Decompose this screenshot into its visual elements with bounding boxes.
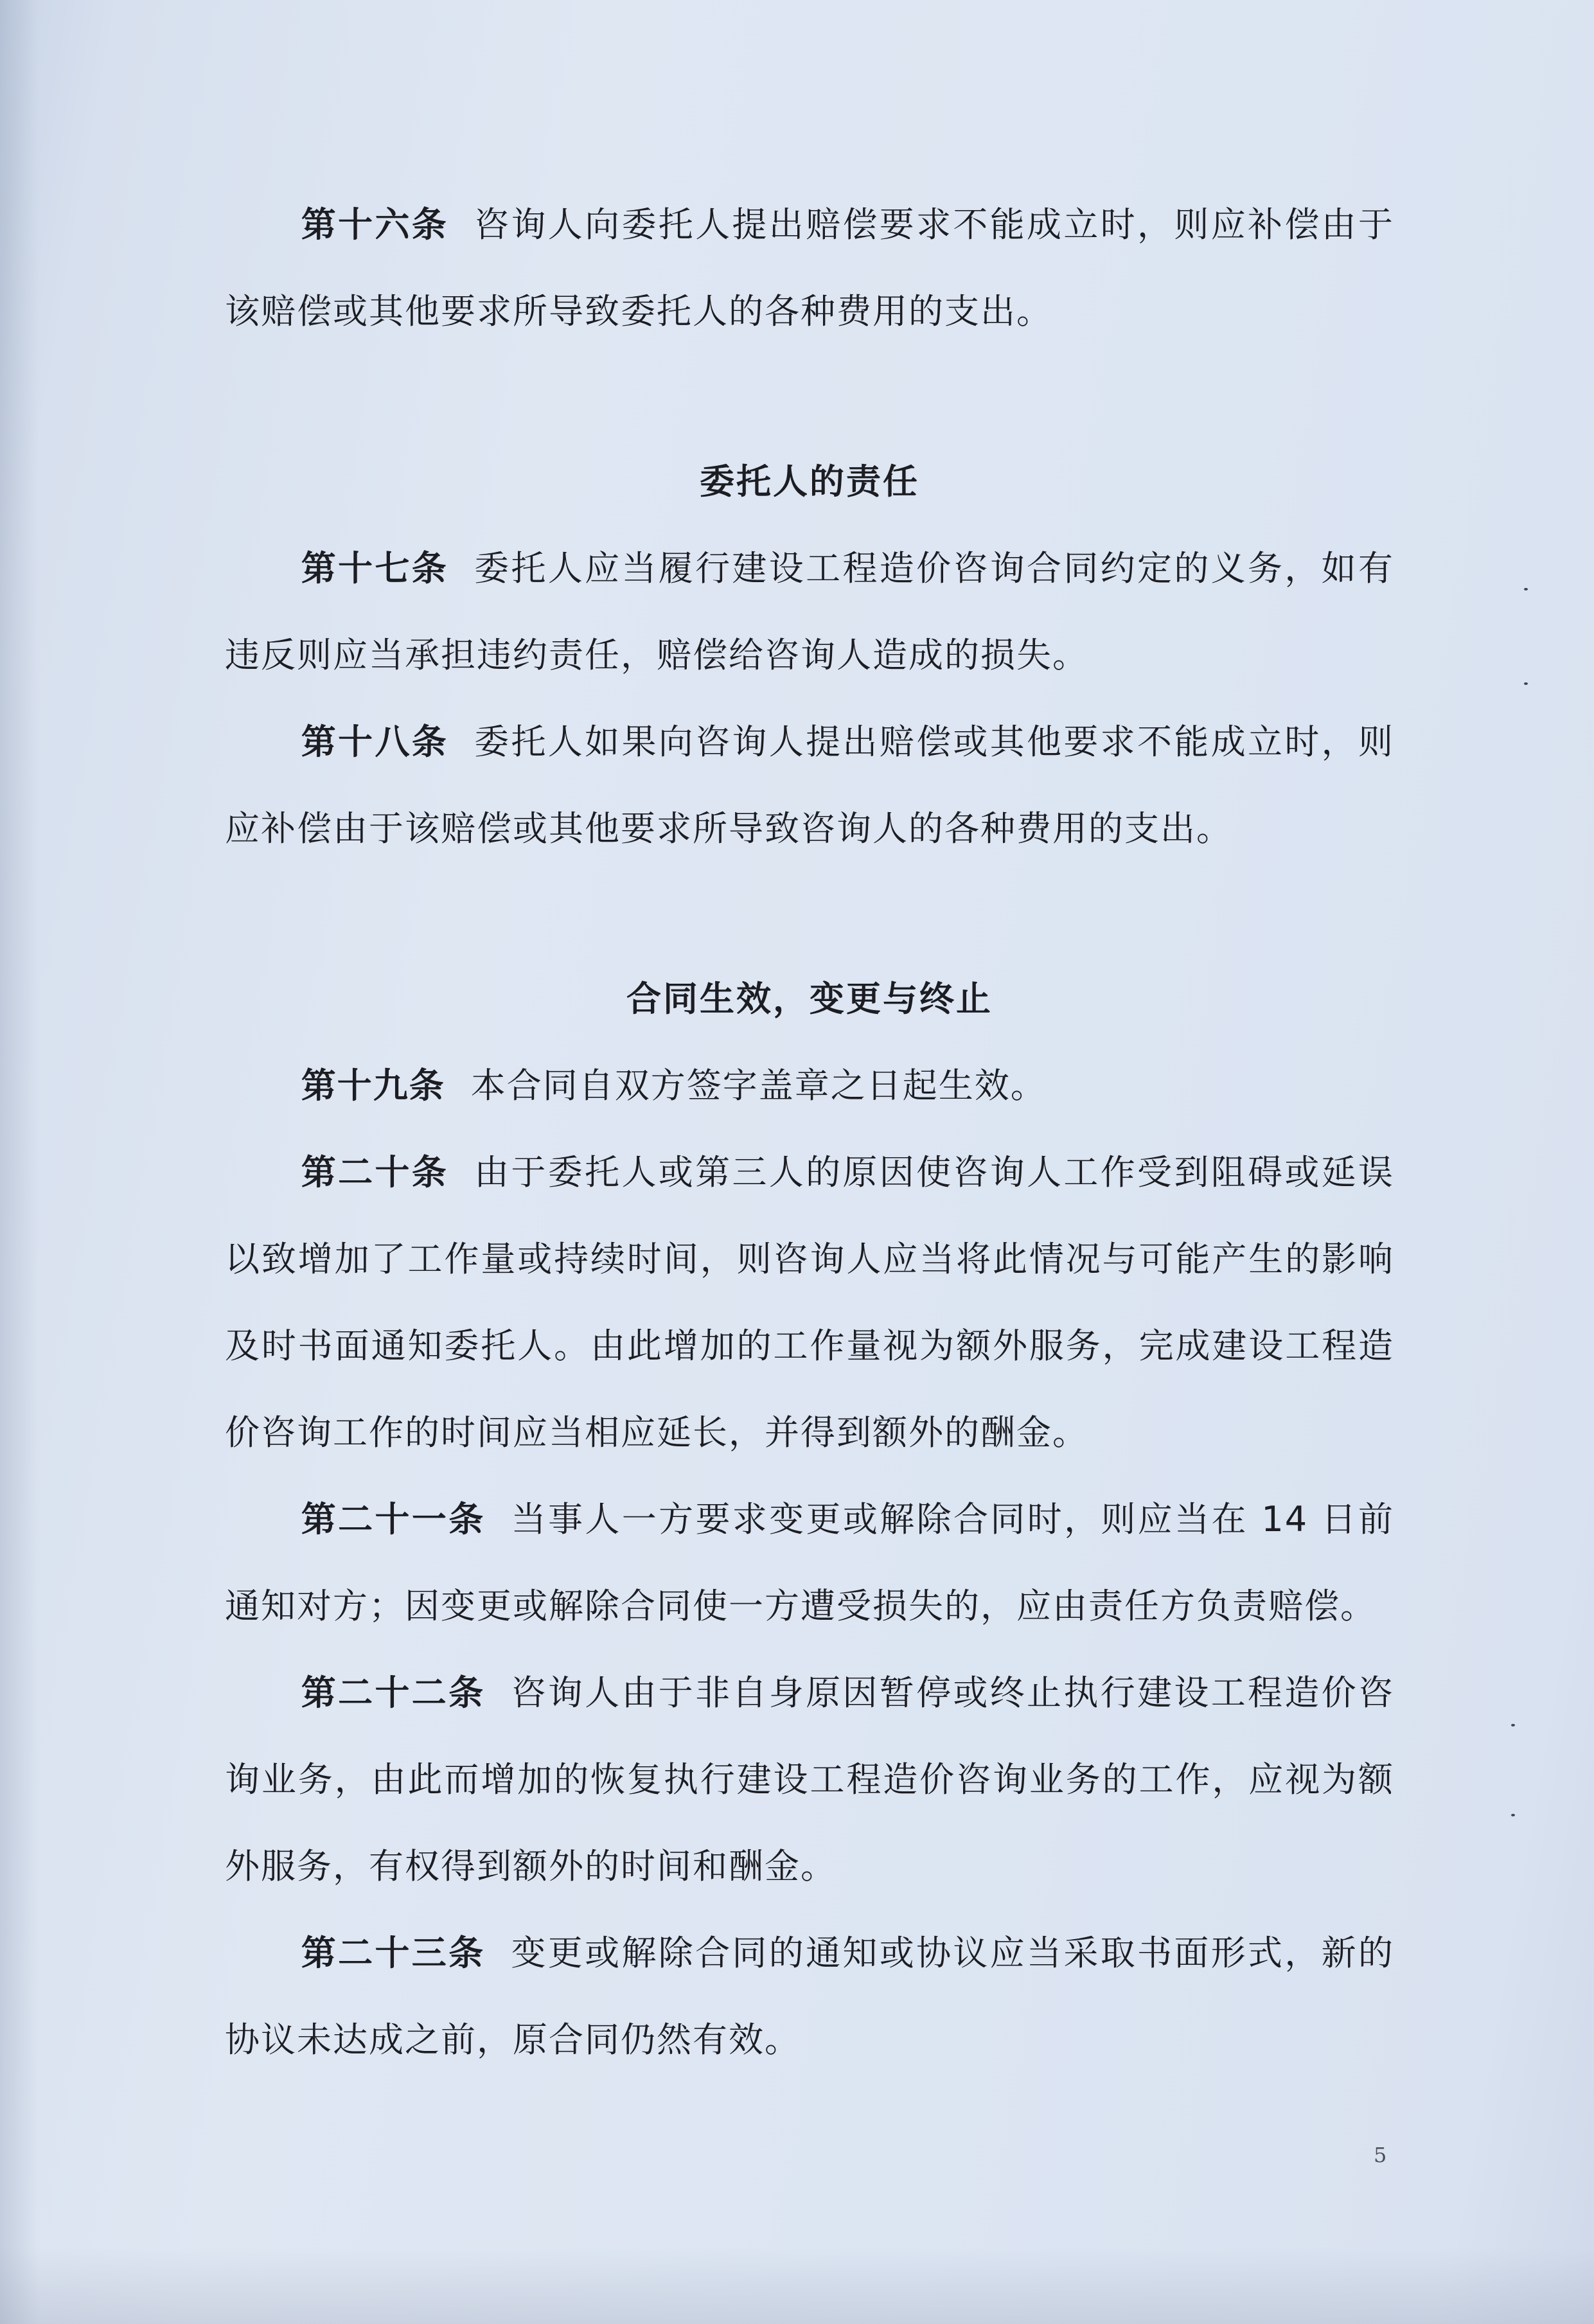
article-text: 咨询人向委托人提出赔偿要求不能成立时，则应补偿由于该赔偿或其他要求所导致委托人的各种费用的支出。 xyxy=(225,204,1395,332)
article-text: 当事人一方要求变更或解除合同时，则应当在 14 日前通知对方；因变更或解除合同使一方遭受损失的，应由责任方负责赔偿。 xyxy=(225,1499,1395,1626)
section-heading-client-responsibility: 委托人的责任 xyxy=(700,461,919,502)
paper-speck xyxy=(1511,1814,1515,1816)
article-number: 第二十一条 xyxy=(301,1499,486,1539)
article-text: 本合同自双方签字盖章之日起生效。 xyxy=(470,1065,1047,1106)
article-text: 委托人如果向咨询人提出赔偿或其他要求不能成立时，则应补偿由于该赔偿或其他要求所导致咨询人的各种费用的支出。 xyxy=(225,722,1395,849)
article-number: 第十八条 xyxy=(301,722,449,762)
article-text: 咨询人由于非自身原因暂停或终止执行建设工程造价咨询业务，由此而增加的恢复执行建设工程造价咨询业务的工作，应视为额外服务，有权得到额外的时间和酬金。 xyxy=(225,1672,1395,1886)
article-text: 变更或解除合同的通知或协议应当采取书面形式，新的协议未达成之前，原合同仍然有效。 xyxy=(225,1933,1395,2060)
article-number: 第二十二条 xyxy=(301,1672,486,1713)
document-body xyxy=(225,181,1394,2083)
article-19 xyxy=(225,1042,1394,1129)
section-spacer xyxy=(225,355,1394,438)
article-18 xyxy=(225,698,1394,872)
article-17 xyxy=(225,525,1394,698)
article-text: 由于委托人或第三人的原因使咨询人工作受到阻碍或延误以致增加了工作量或持续时间，则咨询人应当将此情况与可能产生的影响及时书面通知委托人。由此增加的工作量视为额外服务，完成建设工程造价咨询工作的时间应当相应延长，并得到额外的酬金。 xyxy=(225,1152,1395,1453)
article-16 xyxy=(225,181,1394,355)
article-number: 第十九条 xyxy=(301,1065,445,1106)
section-heading-contract-effect: 合同生效，变更与终止 xyxy=(626,979,993,1019)
article-number: 第十七条 xyxy=(301,548,449,589)
paper-speck xyxy=(1511,1724,1515,1726)
article-23 xyxy=(225,1910,1394,2083)
article-number: 第二十条 xyxy=(301,1152,449,1193)
paper-speck xyxy=(1524,682,1528,685)
article-21 xyxy=(225,1476,1394,1649)
article-number: 第十六条 xyxy=(301,204,449,245)
section-spacer xyxy=(225,872,1394,955)
paper-speck xyxy=(1524,588,1528,590)
article-20 xyxy=(225,1129,1394,1476)
article-text: 委托人应当履行建设工程造价咨询合同约定的义务，如有违反则应当承担违约责任，赔偿给咨询人造成的损失。 xyxy=(225,548,1395,675)
page-number: 5 xyxy=(1374,2143,1387,2167)
article-22 xyxy=(225,1649,1394,1910)
article-number: 第二十三条 xyxy=(301,1933,486,1973)
